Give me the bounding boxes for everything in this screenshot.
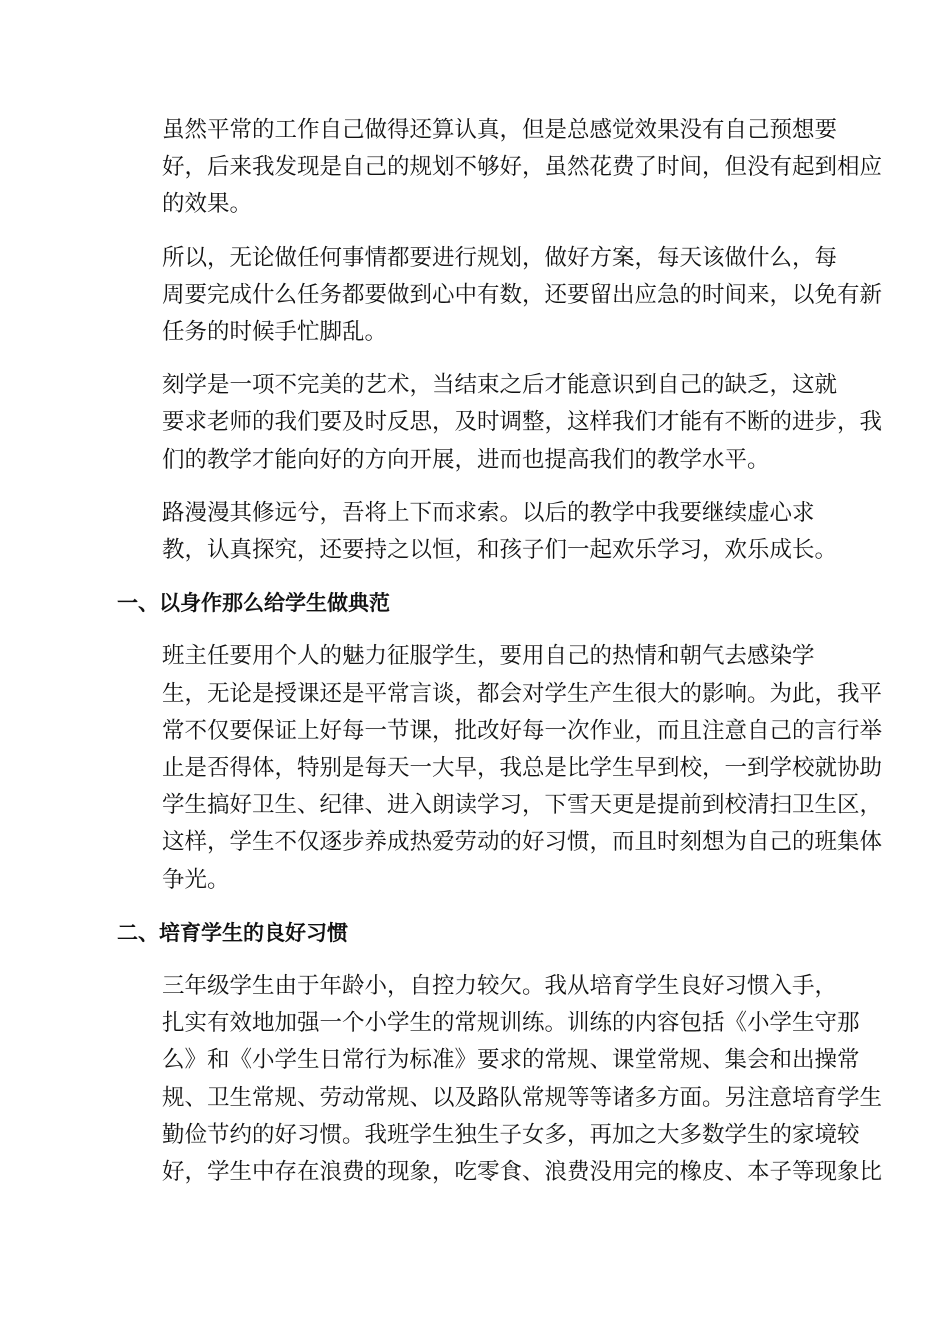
text-line: 好，学生中存在浪费的现象，吃零食、浪费没用完的橡皮、本子等现象比 (162, 1159, 883, 1186)
text-line: 好，后来我发现是自己的规划不够好，虽然花费了时间，但没有起到相应 (162, 154, 883, 181)
text-line: 勤俭节约的好习惯。我班学生独生子女多，再加之大多数学生的家境较 (162, 1121, 860, 1148)
text-line: 周要完成什么任务都要做到心中有数，还要留出应急的时间来，以免有新 (162, 281, 883, 308)
document-page (117, 112, 883, 1207)
paragraph (117, 495, 838, 569)
paragraph (117, 638, 883, 898)
text-line: 争光。 (162, 866, 230, 893)
text-line: 虽然平常的工作自己做得还算认真，但是总感觉效果没有自己预想要 (162, 117, 838, 143)
text-line: 止是否得体，特别是每天一大早，我总是比学生早到校，一到学校就协助 (162, 755, 883, 782)
text-line: 刻学是一项不完美的艺术，当结束之后才能意识到自己的缺乏，这就 (162, 372, 838, 399)
paragraph (117, 112, 883, 224)
text-line: 么》和《小学生日常行为标准》要求的常规、课堂常规、集会和出操常 (162, 1047, 860, 1074)
text-line: 学生搞好卫生、纪律、进入朗读学习，下雪天更是提前到校清扫卫生区， (162, 792, 883, 819)
text-line: 的效果。 (162, 191, 253, 218)
text-line: 规、卫生常规、劳动常规、以及路队常规等等诸多方面。另注意培育学生 (162, 1084, 883, 1111)
text-line: 任务的时候手忙脚乱。 (162, 319, 388, 346)
text-line: 班主任要用个人的魅力征服学生，要用自己的热情和朝气去感染学 (162, 643, 815, 670)
section-heading: 二、培育学生的良好习惯 (117, 920, 348, 945)
text-line: 要求老师的我们要及时反思，及时调整，这样我们才能有不断的进步，我 (162, 409, 883, 436)
paragraph (117, 240, 883, 352)
text-line: 三年级学生由于年龄小，自控力较欠。我从培育学生良好习惯入手， (162, 973, 838, 1000)
paragraph (117, 367, 883, 479)
text-line: 生，无论是授课还是平常言谈，都会对学生产生很大的影响。为此，我平 (162, 680, 883, 707)
section-heading: 一、以身作那么给学生做典范 (117, 591, 390, 616)
text-line: 常不仅要保证上好每一节课，批改好每一次作业，而且注意自己的言行举 (162, 717, 883, 744)
text-line: 教，认真探究，还要持之以恒，和孩子们一起欢乐学习，欢乐成长。 (162, 537, 838, 564)
text-line: 扎实有效地加强一个小学生的常规训练。训练的内容包括《小学生守那 (162, 1010, 860, 1037)
text-line: 路漫漫其修远兮，吾将上下而求索。以后的教学中我要继续虚心求 (162, 499, 815, 526)
paragraph (117, 968, 883, 1191)
text-line: 们的教学才能向好的方向开展，进而也提高我们的教学水平。 (162, 446, 770, 473)
text-line: 所以，无论做任何事情都要进行规划，做好方案，每天该做什么，每 (162, 244, 838, 271)
text-line: 这样，学生不仅逐步养成热爱劳动的好习惯，而且时刻想为自己的班集体 (162, 829, 883, 856)
